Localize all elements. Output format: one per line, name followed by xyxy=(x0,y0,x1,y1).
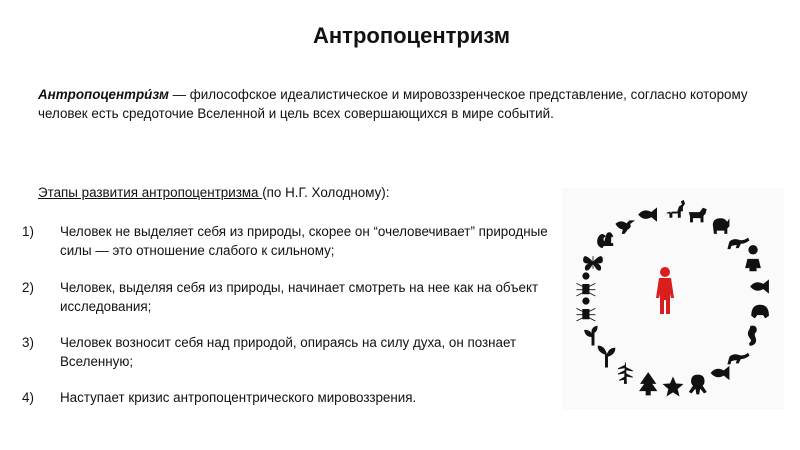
butterfly-icon xyxy=(584,256,603,270)
stage-number: 3) xyxy=(22,335,34,350)
page-title: Антропоцентризм xyxy=(313,23,511,48)
stage-number: 1) xyxy=(22,224,34,239)
deer-icon xyxy=(667,201,685,218)
lizard-icon xyxy=(728,353,749,364)
starfish-icon xyxy=(664,378,683,396)
insect-icon xyxy=(576,298,595,321)
stage-number: 4) xyxy=(22,390,34,405)
stage-text: Человек не выделяет себя из природы, скорее он “очеловечивает” природные силы — это отношение слабого к сильному; xyxy=(60,224,548,258)
dog-icon xyxy=(689,208,706,222)
fish-icon xyxy=(639,208,657,221)
definition-paragraph xyxy=(38,85,768,123)
cat-icon xyxy=(713,219,729,234)
plant-icon xyxy=(598,346,615,367)
octopus-icon xyxy=(689,375,706,394)
definition-term: Антропоцентри́зм xyxy=(38,87,169,102)
stage-item xyxy=(22,388,552,407)
person-icon xyxy=(656,267,674,314)
stage-text: Наступает кризис антропоцентрического мировоззрения. xyxy=(60,390,417,405)
stages-heading-source: (по Н.Г. Холодному): xyxy=(262,185,390,200)
definition-text: — философское идеалистическое и мировоззренческое представление, согласно которому человек есть средоточие Вселенной и цель всех совершающихся в мире событий. xyxy=(38,87,748,121)
lizard-icon xyxy=(728,238,749,249)
stages-heading-underlined: Этапы развития антропоцентризма xyxy=(38,185,263,200)
fish-icon xyxy=(711,367,729,380)
seahorse-icon xyxy=(748,326,756,345)
stage-item xyxy=(22,278,552,316)
stage-item xyxy=(22,222,552,260)
stage-number: 2) xyxy=(22,280,34,295)
monkey-icon xyxy=(746,246,761,271)
stage-text: Человек возносит себя над природой, опираясь на силу духа, он познает Вселенную; xyxy=(60,335,517,369)
anthropocentrism-illustration xyxy=(562,188,784,410)
tree-icon xyxy=(640,373,657,395)
stages-heading xyxy=(38,184,389,202)
stage-text: Человек, выделяя себя из природы, начинает смотреть на нее как на объект исследования; xyxy=(60,280,539,314)
fish-icon xyxy=(751,280,769,293)
fern-icon xyxy=(618,363,633,384)
frog-icon xyxy=(752,305,769,318)
sprout-icon xyxy=(585,326,598,345)
bird-icon xyxy=(616,221,634,234)
stage-item xyxy=(22,333,552,371)
insect-icon xyxy=(576,273,595,296)
squirrel-icon xyxy=(598,233,613,248)
creature-ring xyxy=(562,188,784,410)
